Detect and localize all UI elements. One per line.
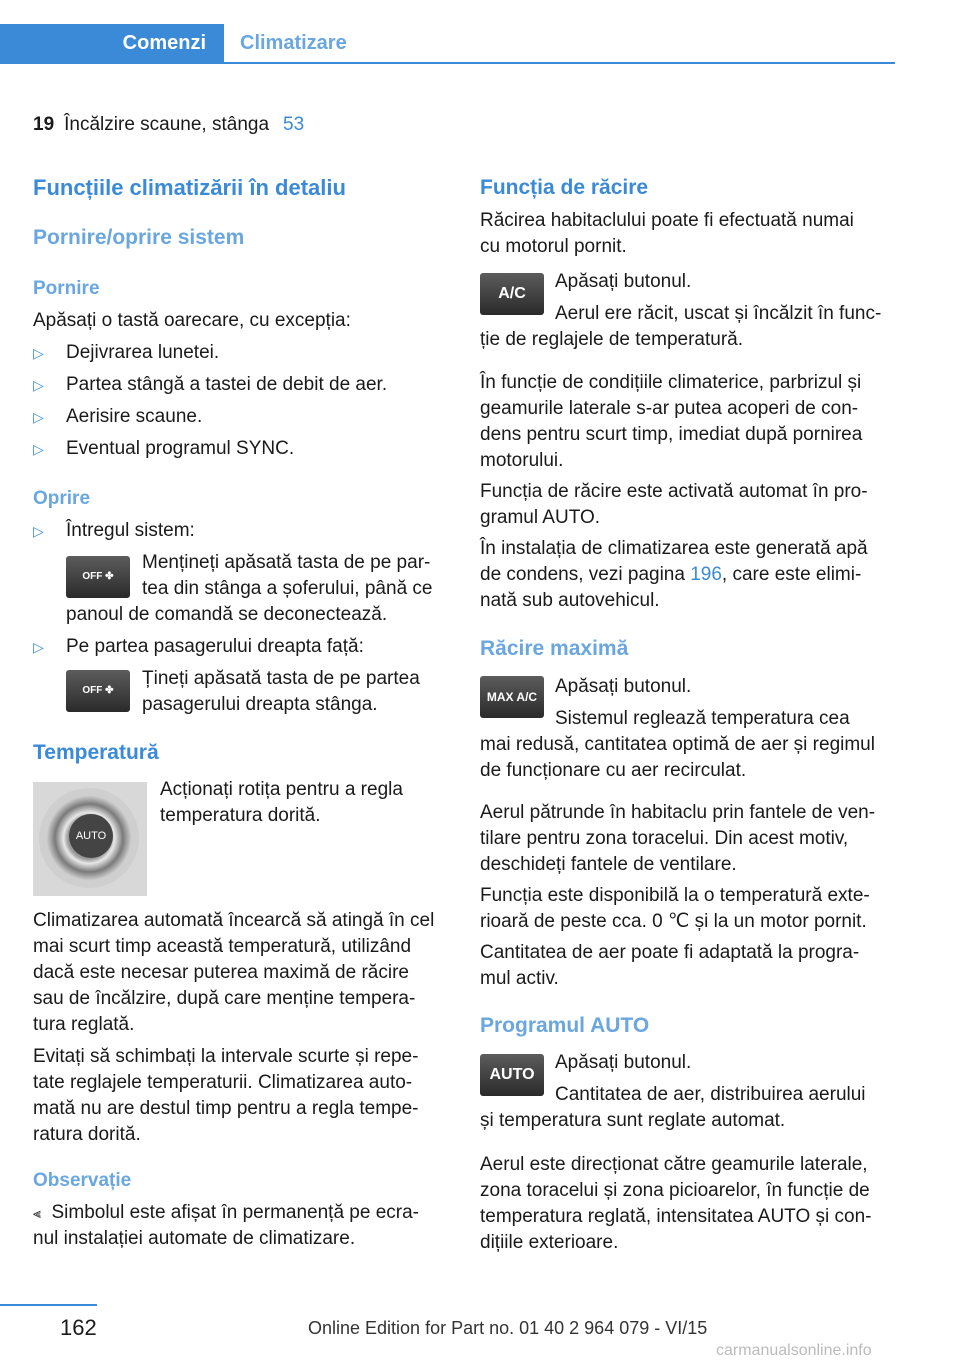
temp-text2: temperatura dorită.	[160, 805, 321, 826]
auto-para2-l3: temperatura reglată, intensitatea AUTO și con‐	[480, 1206, 872, 1227]
heading-stop: Oprire	[33, 488, 91, 509]
temperature-knob-image: AUTO	[33, 782, 147, 896]
auto-press: Apăsați butonul.	[555, 1052, 692, 1073]
cool-para2-l1: În funcție de condițiile climaterice, parbrizul și	[480, 372, 862, 393]
footer-divider	[0, 1304, 97, 1306]
heat-symbol-icon: ⫷	[33, 1205, 41, 1221]
stop-item1-text3: panoul de comandă se deconectează.	[66, 604, 388, 625]
heading-cooling: Funcția de răcire	[480, 176, 649, 199]
cool-para2-l3: dens pentru scurt timp, imediat după pornirea	[480, 424, 863, 445]
max-para2-l1: Aerul pătrunde în habitaclu prin fantele de ven‐	[480, 802, 876, 823]
cool-text2: ție de reglajele de temperatură.	[480, 329, 743, 350]
max-para2-l3: deschideți fantele de ventilare.	[480, 854, 737, 875]
cool-para3-l1: Funcția de răcire este activată automat în pro‐	[480, 481, 868, 502]
cool-press: Apăsați butonul.	[555, 271, 692, 292]
ref-text: Încălzire scaune, stânga	[64, 114, 270, 135]
cool-para3-l2: gramul AUTO.	[480, 507, 601, 528]
max-para4-l1: Cantitatea de aer poate fi adaptată la progra‐	[480, 942, 860, 963]
edition-text: Online Edition for Part no. 01 40 2 964 079 - VI/15	[308, 1318, 708, 1338]
max-para3-l2: rioară de peste cca. 0 ℃ și la un motor pornit.	[480, 911, 867, 932]
max-para3-l1: Funcția este disponibilă la o temperatură exte‐	[480, 885, 870, 906]
cool-para4-l3: nată sub autovehicul.	[480, 590, 660, 611]
auto-button-image: AUTO	[480, 1054, 544, 1096]
heading-functions: Funcțiile climatizării în detaliu	[33, 175, 346, 200]
heading-start: Pornire	[33, 278, 100, 299]
reference-line	[33, 112, 304, 138]
max-text2: mai redusă, cantitatea optimă de aer și regimul	[480, 734, 875, 755]
heading-note: Observație	[33, 1170, 132, 1191]
heading-auto-program: Programul AUTO	[480, 1014, 650, 1037]
page-link-196[interactable]: 196	[690, 564, 722, 585]
cool-para4-l2: de condens, vezi pagina 196, care este elimi‐	[480, 564, 862, 585]
max-ac-button-image: MAX A/C	[480, 676, 544, 718]
fan-off-button-image: OFF ✤	[66, 556, 130, 598]
cool-text1: Aerul ere răcit, uscat și încălzit în func‐	[555, 303, 882, 324]
stop-item2-text2: pasagerului dreapta stânga.	[142, 694, 378, 715]
auto-para2-l4: dițiile exterioare.	[480, 1232, 619, 1253]
temp-para2-l2: tate reglajele temperaturii. Climatizarea auto‐	[33, 1072, 413, 1093]
max-text1: Sistemul reglează temperatura cea	[555, 708, 850, 729]
temp-para1-l4: sau de încălzire, după care menține tempera‐	[33, 988, 416, 1009]
tab-comenzi[interactable]: Comenzi	[0, 24, 224, 62]
temp-para1-l1: Climatizarea automată încearcă să atingă în cel	[33, 910, 435, 931]
cool-para2-l2: geamurile laterale s-ar putea acoperi de con‐	[480, 398, 859, 419]
temp-para2-l4: ratura dorită.	[33, 1124, 141, 1145]
auto-text1: Cantitatea de aer, distribuirea aerului	[555, 1084, 866, 1105]
heading-onoff: Pornire/oprire sistem	[33, 226, 245, 249]
stop-item1-text1: Mențineți apăsată tasta de pe par‐	[142, 552, 431, 573]
cool-para4-l1: În instalația de climatizarea este generată apă	[480, 538, 868, 559]
start-intro: Apăsați o tastă oarecare, cu excepția:	[33, 310, 351, 331]
temp-para1-l2: mai scurt timp această temperatură, utilizând	[33, 936, 412, 957]
stop-item1-text2: tea din stânga a șoferului, până ce	[142, 578, 433, 599]
max-para4-l2: mul activ.	[480, 968, 559, 989]
heading-max-cooling: Răcire maximă	[480, 637, 629, 660]
note-text2: nul instalației automate de climatizare.	[33, 1228, 356, 1249]
temp-para1-l5: tura reglată.	[33, 1014, 135, 1035]
note-text1: ⫷ Simbolul este afișat în permanență pe ecra‐	[33, 1202, 419, 1223]
temp-para1-l3: dacă este necesar puterea maximă de răcire	[33, 962, 409, 983]
max-text3: de funcționare cu aer recirculat.	[480, 760, 747, 781]
cool-para2-l4: motorului.	[480, 450, 564, 471]
cool-para1-l2: cu motorul pornit.	[480, 236, 627, 257]
ref-number: 19	[33, 114, 55, 135]
ref-page-link[interactable]: 53	[283, 114, 305, 135]
watermark: carmanualsonline.info	[716, 1342, 872, 1359]
auto-para2-l1: Aerul este direcționat către geamurile laterale,	[480, 1154, 868, 1175]
max-para2-l2: tilare pentru zona toracelui. Din acest motiv,	[480, 828, 849, 849]
page-number: 162	[60, 1315, 97, 1340]
auto-text2: și temperatura sunt reglate automat.	[480, 1110, 786, 1131]
section-tabs	[0, 24, 895, 64]
temp-para2-l1: Evitați să schimbați la intervale scurte și repe‐	[33, 1046, 419, 1067]
cool-para1-l1: Răcirea habitaclului poate fi efectuată numai	[480, 210, 854, 231]
temp-text1: Acționați rotița pentru a regla	[160, 779, 403, 800]
temp-para2-l3: mată nu are destul timp pentru a regla tempe‐	[33, 1098, 419, 1119]
auto-para2-l2: zona toracelui și zona picioarelor, în funcție de	[480, 1180, 870, 1201]
heading-temperature: Temperatură	[33, 741, 159, 764]
stop-item2-text1: Țineți apăsată tasta de pe partea	[142, 668, 420, 689]
max-press: Apăsați butonul.	[555, 676, 692, 697]
tab-climatizare[interactable]: Climatizare	[240, 32, 347, 54]
fan-off-button-image: OFF ✤	[66, 670, 130, 712]
ac-button-image: A/C	[480, 273, 544, 315]
